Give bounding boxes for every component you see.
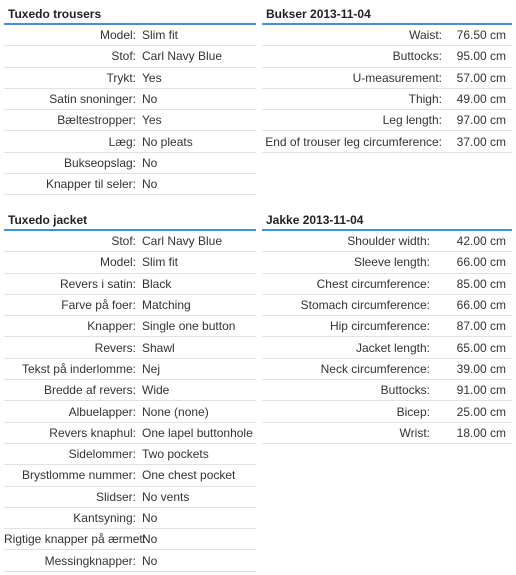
- jacket-row: [4, 231, 256, 252]
- jacket-row: [4, 295, 256, 316]
- row-label: Brystlomme nummer:: [21, 468, 136, 483]
- row-value: 97.00 cm: [456, 113, 506, 128]
- jacket-row: [4, 423, 256, 444]
- jacket-row: [4, 508, 256, 529]
- row-label: Stof:: [111, 234, 136, 249]
- row-label: Wrist:: [399, 425, 430, 440]
- row-label: Shoulder width:: [347, 234, 430, 249]
- trouser-measurements-rows: [262, 25, 512, 153]
- trousers-row: [4, 153, 256, 174]
- row-value: No pleats: [142, 134, 193, 149]
- row-label: Trykt:: [106, 70, 136, 85]
- row-value: 66.00 cm: [456, 255, 506, 270]
- row-label: Slidser:: [95, 489, 136, 504]
- row-label: Sidelommer:: [68, 447, 136, 462]
- jacket-measurement-row: [262, 316, 512, 337]
- row-value: Carl Navy Blue: [142, 234, 223, 249]
- trousers-title: Tuxedo trousers: [4, 4, 256, 25]
- row-value: 37.00 cm: [456, 134, 506, 149]
- trouser-measurements-title: Bukser 2013-11-04: [262, 4, 512, 25]
- row-value: Two pockets: [142, 447, 209, 462]
- row-label: Sleeve length:: [353, 255, 430, 270]
- jacket-measurements-rows: [262, 231, 512, 444]
- row-value: No: [142, 177, 158, 192]
- jacket-row: [4, 380, 256, 401]
- row-label: Revers knaphul:: [49, 425, 136, 440]
- row-value: No: [142, 532, 158, 547]
- row-label: Revers:: [94, 340, 136, 355]
- row-value: Wide: [142, 383, 170, 398]
- trousers-panel: [4, 4, 256, 195]
- row-label: Leg length:: [382, 113, 442, 128]
- jacket-row: [4, 359, 256, 380]
- jacket-measurement-row: [262, 401, 512, 422]
- jacket-measurements-panel: [262, 210, 512, 444]
- trouser-measurement-row: [262, 89, 512, 110]
- row-label: Bukseopslag:: [63, 155, 136, 170]
- jacket-row: [4, 316, 256, 337]
- row-label: Stomach circumference:: [300, 298, 430, 313]
- jacket-panel: [4, 210, 256, 572]
- jacket-row: [4, 465, 256, 486]
- row-value: No: [142, 155, 158, 170]
- row-value: 87.00 cm: [456, 319, 506, 334]
- row-label: Revers i satin:: [59, 276, 136, 291]
- jacket-row: [4, 444, 256, 465]
- jacket-title: Tuxedo jacket: [4, 210, 256, 231]
- trousers-row: [4, 25, 256, 46]
- row-value: Nej: [142, 361, 161, 376]
- row-value: 65.00 cm: [456, 340, 506, 355]
- jacket-measurement-row: [262, 337, 512, 358]
- row-value: 18.00 cm: [456, 425, 506, 440]
- row-label: Kantsyning:: [73, 511, 136, 525]
- row-label: Knapper til seler:: [45, 177, 136, 192]
- trousers-rows: [4, 25, 256, 195]
- row-label: Model:: [99, 28, 136, 43]
- trouser-measurements-panel: [262, 4, 512, 153]
- row-label: End of trouser leg circumference:: [265, 134, 442, 149]
- row-label: Buttocks:: [380, 383, 430, 398]
- jacket-measurement-row: [262, 380, 512, 401]
- jacket-rows: [4, 231, 256, 572]
- row-label: U-measurement:: [352, 70, 442, 85]
- row-label: Messingknapper:: [44, 553, 136, 568]
- row-value: No: [142, 511, 158, 525]
- row-value: 91.00 cm: [456, 383, 506, 398]
- trouser-measurement-row: [262, 131, 512, 152]
- row-label: Neck circumference:: [320, 361, 430, 376]
- row-value: Yes: [142, 70, 162, 85]
- row-label: Læg:: [108, 134, 136, 149]
- row-value: 57.00 cm: [456, 70, 506, 85]
- jacket-row: [4, 401, 256, 422]
- row-label: Hip circumference:: [329, 319, 430, 334]
- row-label: Albuelapper:: [68, 404, 136, 419]
- jacket-measurement-row: [262, 359, 512, 380]
- row-value: 76.50 cm: [456, 28, 506, 43]
- row-value: 49.00 cm: [456, 92, 506, 107]
- trouser-measurement-row: [262, 110, 512, 131]
- row-value: One chest pocket: [142, 468, 236, 483]
- jacket-measurements-title: Jakke 2013-11-04: [262, 210, 512, 231]
- row-value: Shawl: [142, 340, 175, 355]
- jacket-row: [4, 252, 256, 273]
- row-value: 42.00 cm: [456, 234, 506, 249]
- row-label: Chest circumference:: [316, 276, 430, 291]
- trouser-measurement-row: [262, 68, 512, 89]
- row-value: 39.00 cm: [456, 361, 506, 376]
- jacket-row: [4, 550, 256, 571]
- row-label: Bicep:: [396, 404, 430, 419]
- row-value: Slim fit: [142, 255, 178, 270]
- row-value: No: [142, 92, 158, 107]
- trousers-row: [4, 68, 256, 89]
- row-value: Single one button: [142, 319, 236, 334]
- trousers-row: [4, 174, 256, 195]
- row-value: Matching: [142, 298, 191, 313]
- row-label: Knapper:: [87, 319, 136, 334]
- trouser-measurement-row: [262, 46, 512, 67]
- row-label: Buttocks:: [392, 49, 442, 64]
- trousers-row: [4, 46, 256, 67]
- row-label: Rigtige knapper på ærmet:: [4, 532, 147, 547]
- row-value: None (none): [142, 404, 209, 419]
- jacket-row: [4, 337, 256, 358]
- row-label: Farve på foer:: [61, 298, 136, 313]
- jacket-measurement-row: [262, 231, 512, 252]
- trousers-row: [4, 89, 256, 110]
- jacket-row: [4, 487, 256, 508]
- trousers-row: [4, 131, 256, 152]
- row-value: No vents: [142, 489, 190, 504]
- row-value: 95.00 cm: [456, 49, 506, 64]
- trouser-measurement-row: [262, 25, 512, 46]
- row-value: Slim fit: [142, 28, 178, 43]
- row-label: Model:: [99, 255, 136, 270]
- row-label: Tekst på inderlomme:: [21, 361, 136, 376]
- row-label: Satin snoninger:: [49, 92, 136, 107]
- row-value: Carl Navy Blue: [142, 49, 223, 64]
- row-value: 85.00 cm: [456, 276, 506, 291]
- row-label: Waist:: [409, 28, 442, 43]
- row-value: Yes: [142, 113, 162, 128]
- jacket-measurement-row: [262, 274, 512, 295]
- jacket-measurement-row: [262, 295, 512, 316]
- row-label: Jacket length:: [355, 340, 430, 355]
- jacket-row: [4, 529, 256, 550]
- row-label: Bæltestropper:: [57, 113, 136, 128]
- row-value: Black: [142, 276, 172, 291]
- row-label: Stof:: [111, 49, 136, 64]
- row-value: 25.00 cm: [456, 404, 506, 419]
- row-value: One lapel buttonhole: [142, 425, 253, 440]
- trousers-row: [4, 110, 256, 131]
- jacket-row: [4, 274, 256, 295]
- row-value: 66.00 cm: [456, 298, 506, 313]
- row-value: No: [142, 553, 158, 568]
- jacket-measurement-row: [262, 423, 512, 444]
- row-label: Thigh:: [408, 92, 442, 107]
- row-label: Bredde af revers:: [43, 383, 136, 398]
- jacket-measurement-row: [262, 252, 512, 273]
